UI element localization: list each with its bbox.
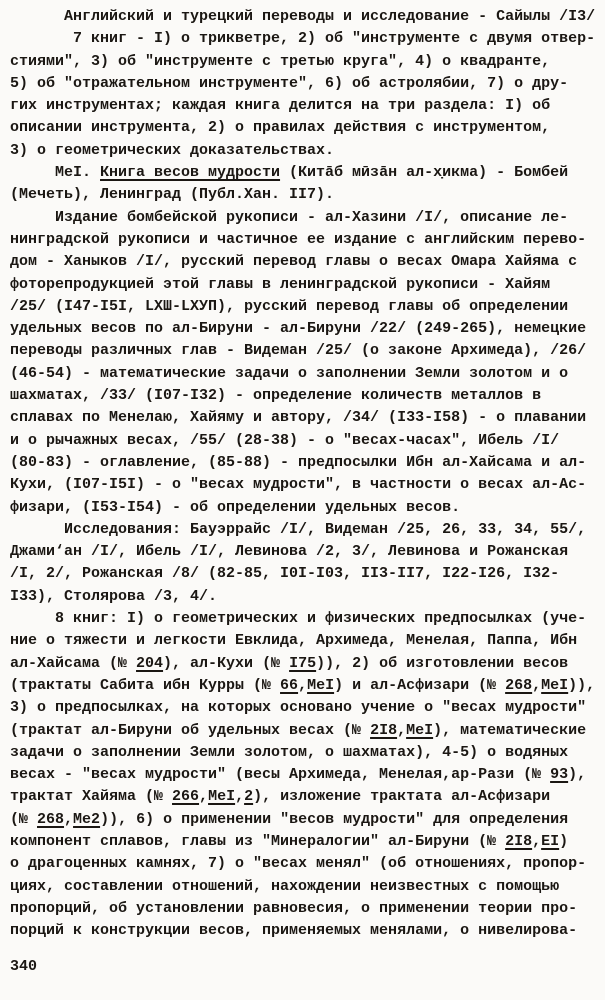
underlined-text: МеI — [541, 676, 569, 694]
text-line: ние о тяжести и легкости Евклида, Архимеда, Менелая, Паппа, Ибн — [10, 632, 578, 650]
text-body — [10, 6, 597, 942]
underlined-text: 2I8 — [370, 721, 398, 739]
text-line: сплавах по Менелаю, Хайяму и автору, /34/ (I33-I58) - о плавании — [10, 409, 587, 427]
text-line: (трактат ал-Бируни об удельных весах (№ 2I8,МеI), математические — [10, 721, 587, 739]
text-line: дом - Ханыков /I/, русский перевод главы о весах Омара Хайяма с — [10, 253, 578, 271]
text-line: фоторепродукцией этой главы в ленинградской рукописи - Хайям — [10, 275, 551, 293]
underlined-text: 268 — [505, 676, 533, 694]
text-line: порций к конструкции весов, применяемых менялами, о нивелирова- — [10, 922, 578, 940]
text-line: стиями", 3) об "инструменте с третью круга", 4) о квадранте, — [10, 52, 551, 70]
underlined-text: МеI — [208, 788, 236, 806]
text-line: пропорций, об установлении равновесия, о применении теории про- — [10, 899, 578, 917]
text-line: удельных весов по ал-Бируни - ал-Бируни /22/ (249-265), немецкие — [10, 320, 587, 338]
underlined-text: 2I8 — [505, 832, 533, 850]
text-line: 8 книг: I) о геометрических и физических предпосылках (уче- — [10, 610, 587, 628]
text-line: ал-Хайсама (№ 204), ал-Кухи (№ I75)), 2) об изготовлении весов — [10, 654, 569, 672]
underlined-text: МеI — [307, 676, 335, 694]
text-line: циях, составлении отношений, нахождении неизвестных с помощью — [10, 877, 560, 895]
underlined-text: 93 — [550, 766, 569, 784]
text-line: Кухи, (I07-I5I) - о "весах мудрости", в частности о весах ал-Ас- — [10, 476, 587, 494]
text-line: Джами‘ан /I/, Ибель /I/, Левинова /2, 3/, Левинова и Рожанская — [10, 543, 569, 561]
text-line: трактат Хайяма (№ 266,МеI,2), изложение трактата ал-Асфизари — [10, 788, 551, 806]
text-line: /I, 2/, Рожанская /8/ (82-85, I0I-I03, II3-II7, I22-I26, I32- — [10, 565, 560, 583]
text-line: 3) о геометрических доказательствах. — [10, 141, 335, 159]
text-line: Издание бомбейской рукописи - ал-Хазини /I/, описание ле- — [10, 208, 569, 226]
underlined-text: 66 — [280, 676, 299, 694]
text-line: 3) о предпосылках, на которых основано учение о "весах мудрости" — [10, 699, 587, 717]
underlined-text: 204 — [136, 654, 164, 672]
text-line: 7 книг - I) о трикветре, 2) об "инструменте с двумя отвер- — [10, 30, 596, 48]
text-line: (трактаты Сабита ибн Курры (№ 66,МеI) и ал-Асфизари (№ 268,МеI)), — [10, 676, 596, 694]
text-line: шахматах, /33/ (I07-I32) - определение количеств металлов в — [10, 387, 542, 405]
text-line: гих инструментах; каждая книга делится на три раздела: I) об — [10, 97, 551, 115]
text-line: описании инструмента, 2) о правилах действия с инструментом, — [10, 119, 551, 137]
text-line: о драгоценных камнях, 7) о "весах менял" (об отношениях, пропор- — [10, 855, 587, 873]
underlined-text: 268 — [37, 810, 65, 828]
text-line: переводы различных глав - Видеман /25/ (о законе Архимеда), /26/ — [10, 342, 587, 360]
text-line: весах - "весах мудрости" (весы Архимеда, Менелая,ар-Рази (№ 93), — [10, 766, 587, 784]
text-line: (80-83) - оглавление, (85-88) - предпосылки Ибн ал-Хайсама и ал- — [10, 453, 587, 471]
text-line: (Мечеть), Ленинград (Публ.Хан. II7). — [10, 186, 335, 204]
underlined-text: 266 — [172, 788, 200, 806]
text-line: МеI. Книга весов мудрости (Китāб мӣзāн ал-х̣икма) - Бомбей — [10, 164, 569, 182]
underlined-text: Книга весов мудрости — [100, 164, 281, 182]
underlined-text: Ме2 — [73, 810, 101, 828]
underlined-text: 2 — [244, 788, 254, 806]
text-line: (№ 268,Ме2)), 6) о применении "весов мудрости" для определения — [10, 810, 569, 828]
text-line: задачи о заполнении Земли золотом, о шахматах), 4-5) о водяных — [10, 743, 569, 761]
text-line: нинградской рукописи и частичное ее издание с английским перево- — [10, 230, 587, 248]
text-line: /25/ (I47-I5I, LХШ-LХУП), русский перевод главы об определении — [10, 297, 569, 315]
text-line: и о рычажных весах, /55/ (28-38) - о "весах-часах", Ибель /I/ — [10, 431, 560, 449]
text-line: (46-54) - математические задачи о заполнении Земли золотом и о — [10, 364, 569, 382]
text-line: 5) об "отражательном инструменте", 6) об астролябии, 7) о дру- — [10, 74, 569, 92]
text-line: компонент сплавов, главы из "Минералогии" ал-Бируни (№ 2I8,ЕI) — [10, 832, 569, 850]
text-line: Исследования: Бауэррайс /I/, Видеман /25, 26, 33, 34, 55/, — [10, 520, 587, 538]
underlined-text: I75 — [289, 654, 317, 672]
page-number: 340 — [10, 958, 38, 976]
text-line: Английский и турецкий переводы и исследование - Сайылы /I3/ — [10, 8, 596, 25]
underlined-text: МеI — [406, 721, 434, 739]
text-line: I33), Столярова /3, 4/. — [10, 587, 218, 605]
underlined-text: ЕI — [541, 832, 560, 850]
text-line: физари, (I53-I54) - об определении удельных весов. — [10, 498, 461, 516]
